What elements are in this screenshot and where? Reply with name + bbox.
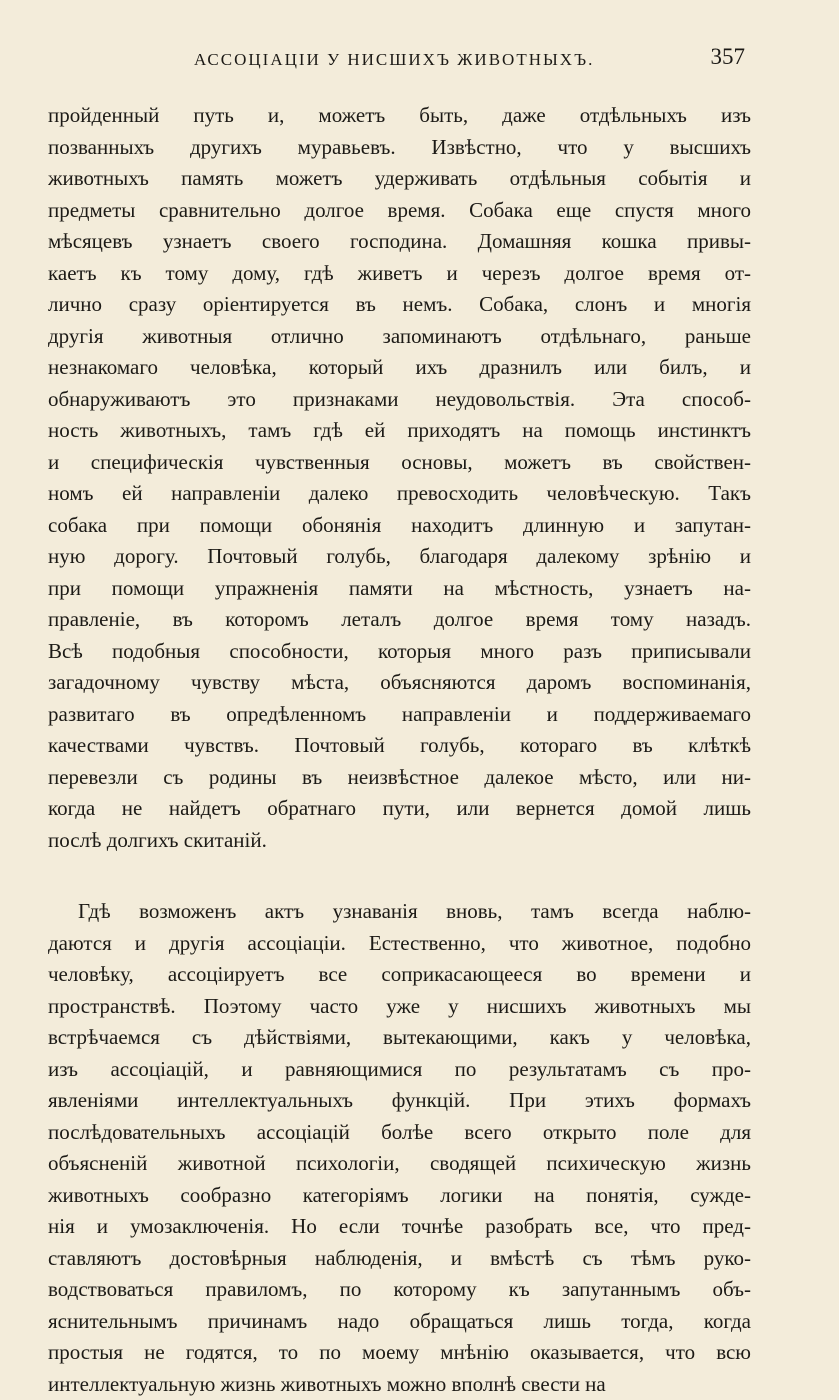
text-line: ность животныхъ, тамъ гдѣ ей приходятъ на помощь инстинктъ (48, 415, 751, 447)
text-line: нія и умозаключенія. Но если точнѣе разобрать все, что пред- (48, 1211, 751, 1243)
text-line: изъ ассоціацій, и равняющимися по результатамъ съ про- (48, 1054, 751, 1086)
text-line: послѣ долгихъ скитаній. (48, 825, 751, 857)
text-line: предметы сравнительно долгое время. Собака еще спустя много (48, 195, 751, 227)
text-line: позванныхъ другихъ муравьевъ. Извѣстно, что у высшихъ (48, 132, 751, 164)
text-line: даются и другія ассоціаціи. Естественно, что животное, подобно (48, 928, 751, 960)
paragraph-spacer (48, 856, 751, 896)
text-line: при помощи упражненія памяти на мѣстность, узнаетъ на- (48, 573, 751, 605)
text-line: правленіе, въ которомъ леталъ долгое время тому назадъ. (48, 604, 751, 636)
text-line: незнакомаго человѣка, который ихъ дразнилъ или билъ, и (48, 352, 751, 384)
text-line: ставляютъ достовѣрныя наблюденія, и вмѣстѣ съ тѣмъ руко- (48, 1243, 751, 1275)
text-line: номъ ей направленіи далеко превосходить человѣческую. Такъ (48, 478, 751, 510)
paragraph (48, 100, 751, 856)
text-line: яснительнымъ причинамъ надо обращаться лишь тогда, когда (48, 1306, 751, 1338)
running-head: АССОЦІАЦІИ У НИСШИХЪ ЖИВОТНЫХЪ. (194, 50, 594, 70)
text-line: загадочному чувству мѣста, объясняются даромъ воспоминанія, (48, 667, 751, 699)
text-line: явленіями интеллектуальныхъ функцій. При этихъ формахъ (48, 1085, 751, 1117)
text-line: обнаруживаютъ это признаками неудовольствія. Эта способ- (48, 384, 751, 416)
text-line: каетъ къ тому дому, гдѣ живетъ и черезъ долгое время от- (48, 258, 751, 290)
text-line: качествами чувствъ. Почтовый голубь, котораго въ клѣткѣ (48, 730, 751, 762)
text-line: лично сразу оріентируется въ немъ. Собака, слонъ и многія (48, 289, 751, 321)
text-line: простыя не годятся, то по моему мнѣнію оказывается, что всю (48, 1337, 751, 1369)
text-line: объясненій животной психологіи, сводящей психическую жизнь (48, 1148, 751, 1180)
text-line: ную дорогу. Почтовый голубь, благодаря далекому зрѣнію и (48, 541, 751, 573)
text-line: встрѣчаемся съ дѣйствіями, вытекающими, какъ у человѣка, (48, 1022, 751, 1054)
body-text (48, 100, 751, 1400)
text-line: и специфическія чувственныя основы, можетъ въ свойствен- (48, 447, 751, 479)
page-number: 357 (711, 44, 746, 70)
text-line: Гдѣ возможенъ актъ узнаванія вновь, тамъ всегда наблю- (48, 896, 751, 928)
text-line: животныхъ память можетъ удерживать отдѣльныя событія и (48, 163, 751, 195)
page-header (72, 44, 745, 74)
text-line: пройденный путь и, можетъ быть, даже отдѣльныхъ изъ (48, 100, 751, 132)
text-line: мѣсяцевъ узнаетъ своего господина. Домашняя кошка привы- (48, 226, 751, 258)
text-line: интеллектуальную жизнь животныхъ можно вполнѣ свести на (48, 1369, 751, 1400)
text-line: человѣку, ассоціируетъ все соприкасающееся во времени и (48, 959, 751, 991)
text-line: послѣдовательныхъ ассоціацій болѣе всего открыто поле для (48, 1117, 751, 1149)
text-line: Всѣ подобныя способности, которыя много разъ приписывали (48, 636, 751, 668)
text-line: развитаго въ опредѣленномъ направленіи и поддерживаемаго (48, 699, 751, 731)
paragraph (48, 896, 751, 1400)
text-line: пространствѣ. Поэтому часто уже у нисшихъ животныхъ мы (48, 991, 751, 1023)
text-line: водствоваться правиломъ, по которому къ запутаннымъ объ- (48, 1274, 751, 1306)
text-line: животныхъ сообразно категоріямъ логики на понятія, сужде- (48, 1180, 751, 1212)
text-line: когда не найдетъ обратнаго пути, или вернется домой лишь (48, 793, 751, 825)
text-line: другія животныя отлично запоминаютъ отдѣльнаго, раньше (48, 321, 751, 353)
text-line: перевезли съ родины въ неизвѣстное далекое мѣсто, или ни- (48, 762, 751, 794)
text-line: собака при помощи обонянія находитъ длинную и запутан- (48, 510, 751, 542)
